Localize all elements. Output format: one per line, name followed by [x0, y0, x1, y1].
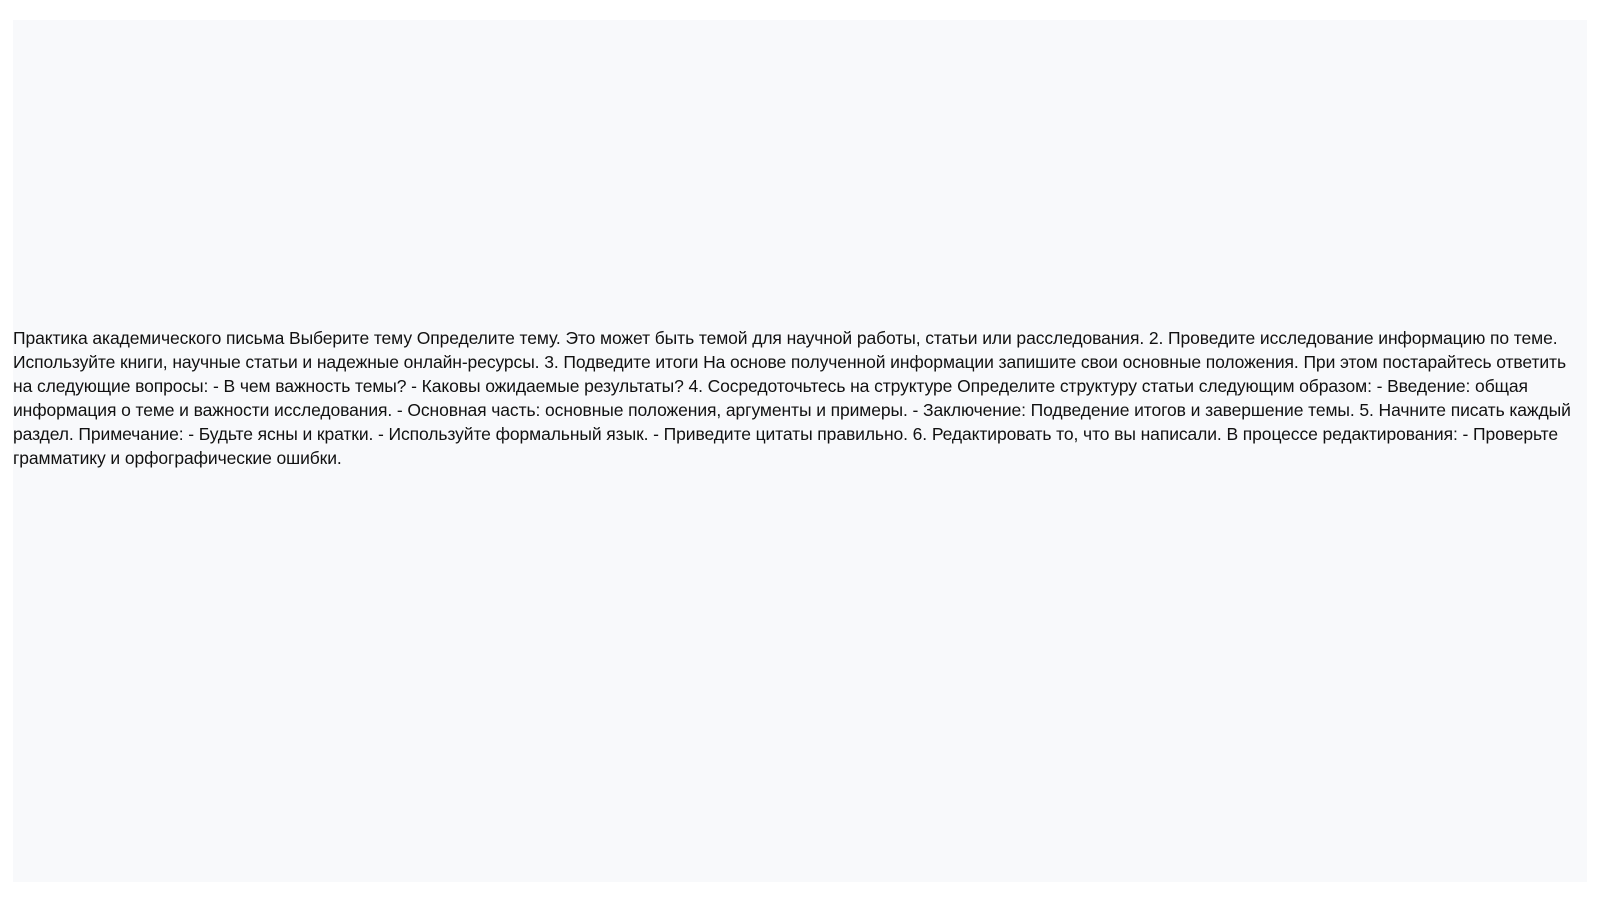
document-body-text: Практика академического письма Выберите тему Определите тему. Это может быть темой для научной работы, статьи или расследования. 2. Проведите исследование информацию по теме. Используйте книги, научные статьи и надежные онлайн-ресурсы. 3. Подведите итоги На основе полученной информации запишите свои основные положения. При этом постарайтесь ответить на следующие вопросы: - В чем важность темы? - Каковы ожидаемые результаты? 4. Сосредоточьтесь на структуре Определите структуру статьи следующим образом: - Введение: общая информация о теме и важности исследования. - Основная часть: основные положения, аргументы и примеры. - Заключение: Подведение итогов и завершение темы. 5. Начните писать каждый раздел. Примечание: - Будьте ясны и кратки. - Используйте формальный язык. - Приведите цитаты правильно. 6. Редактировать то, что вы написали. В процессе редактирования: - Проверьте грамматику и орфографические ошибки.: [13, 328, 1571, 468]
document-panel: [13, 20, 1587, 882]
